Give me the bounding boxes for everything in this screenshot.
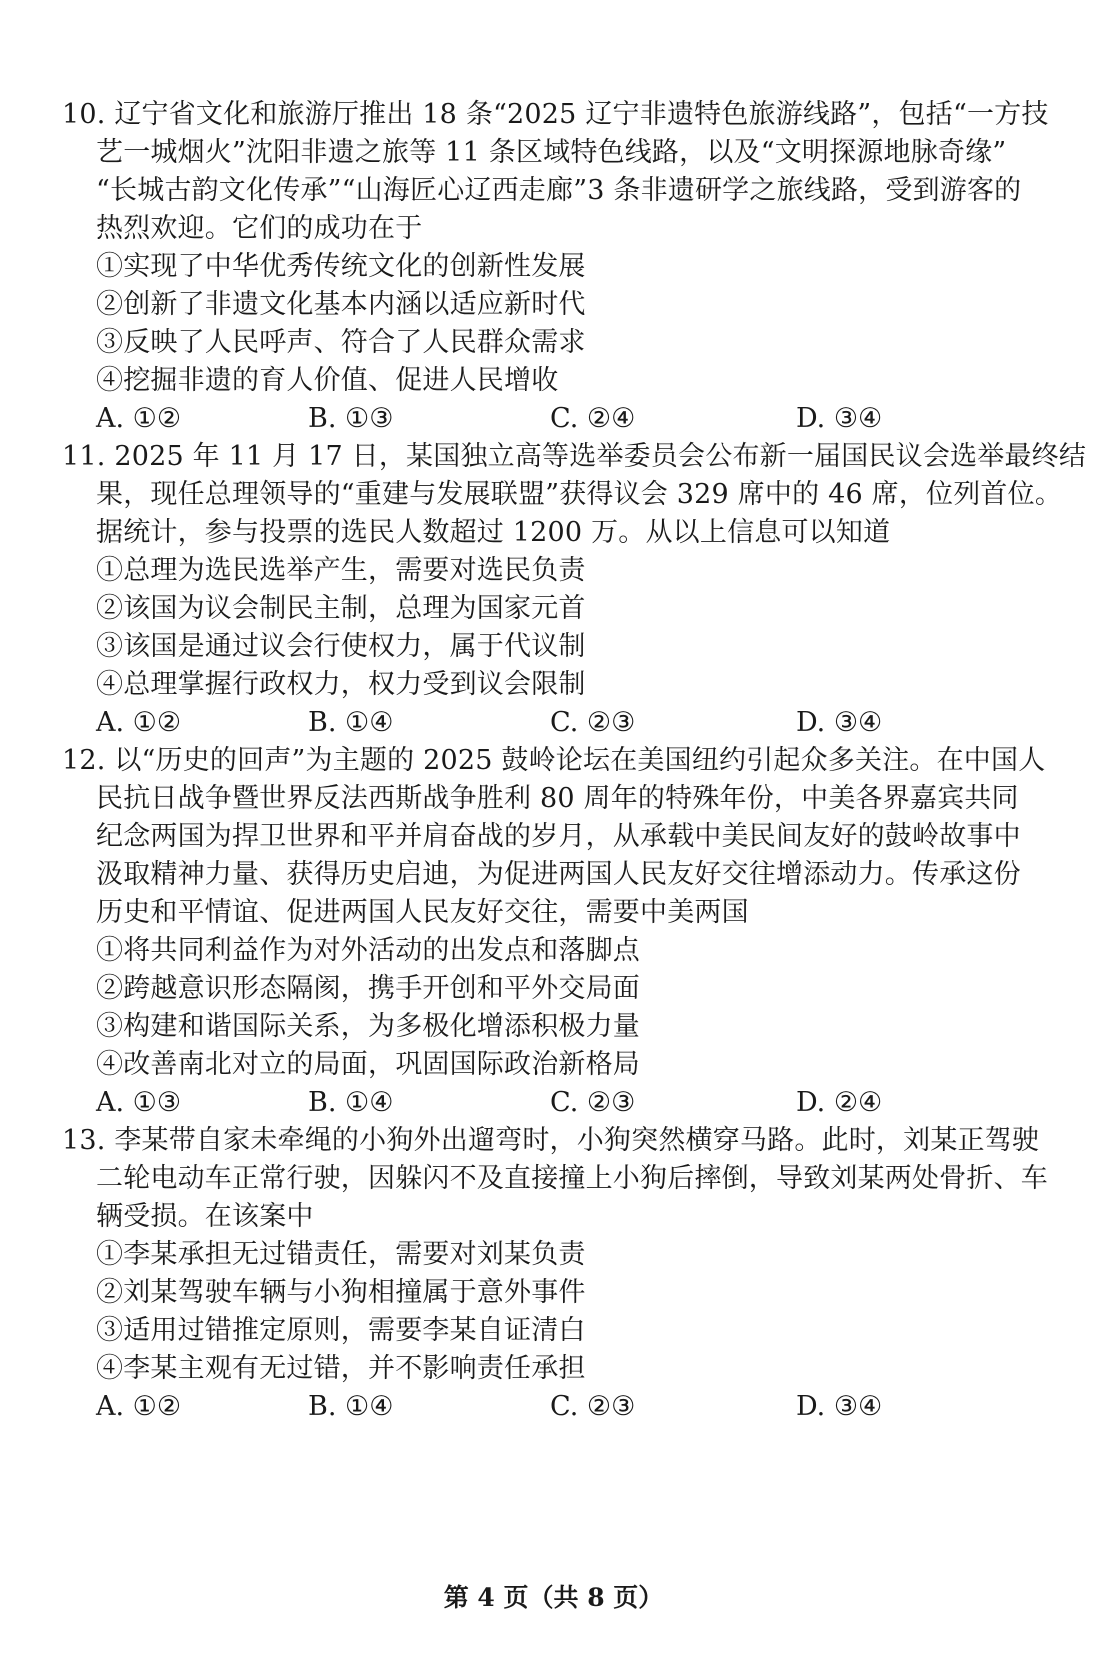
question-stem-line: 据统计，参与投票的选民人数超过 1200 万。从以上信息可以知道: [96, 517, 891, 548]
statement-option: ③适用过错推定原则，需要李某自证清白: [96, 1315, 586, 1346]
answer-choice-a: A. ①③: [96, 1087, 182, 1118]
statement-option: ②跨越意识形态隔阂，携手开创和平外交局面: [96, 973, 640, 1004]
question-stem-line: 历史和平情谊、促进两国人民友好交往，需要中美两国: [96, 897, 749, 928]
answer-choice-a: A. ①②: [96, 1391, 182, 1422]
statement-option: ①实现了中华优秀传统文化的创新性发展: [96, 251, 586, 282]
answer-choice-c: C. ②③: [550, 1087, 636, 1118]
question-stem-line: 13. 李某带自家未牵绳的小狗外出遛弯时，小狗突然横穿马路。此时，刘某正驾驶: [62, 1125, 1040, 1156]
question-stem-line: 汲取精神力量、获得历史启迪，为促进两国人民友好交往增添动力。传承这份: [96, 859, 1021, 890]
statement-option: ③反映了人民呼声、符合了人民群众需求: [96, 327, 586, 358]
answer-choice-b: B. ①③: [308, 403, 394, 434]
answer-choice-b: B. ①④: [308, 1087, 394, 1118]
statement-option: ②刘某驾驶车辆与小狗相撞属于意外事件: [96, 1277, 586, 1308]
question-stem-line: 艺一城烟火”沈阳非遗之旅等 11 条区域特色线路，以及“文明探源地脉奇缘”: [96, 137, 1007, 168]
question-stem-line: “长城古韵文化传承”“山海匠心辽西走廊”3 条非遗研学之旅线路，受到游客的: [96, 175, 1022, 206]
answer-choice-c: C. ②③: [550, 707, 636, 738]
answer-choice-a: A. ①②: [96, 707, 182, 738]
statement-option: ④总理掌握行政权力，权力受到议会限制: [96, 669, 586, 700]
question-stem-line: 热烈欢迎。它们的成功在于: [96, 213, 423, 244]
answer-choice-a: A. ①②: [96, 403, 182, 434]
question-stem-line: 纪念两国为捍卫世界和平并肩奋战的岁月，从承载中美民间友好的鼓岭故事中: [96, 821, 1021, 852]
statement-option: ②创新了非遗文化基本内涵以适应新时代: [96, 289, 586, 320]
answer-choice-d: D. ③④: [796, 403, 883, 434]
question-stem-line: 12. 以“历史的回声”为主题的 2025 鼓岭论坛在美国纽约引起众多关注。在中国人: [62, 745, 1046, 776]
answer-choice-d: D. ③④: [796, 707, 883, 738]
answer-choice-c: C. ②③: [550, 1391, 636, 1422]
statement-option: ④李某主观有无过错，并不影响责任承担: [96, 1353, 586, 1384]
statement-option: ②该国为议会制民主制，总理为国家元首: [96, 593, 586, 624]
answer-choice-c: C. ②④: [550, 403, 636, 434]
statement-option: ③构建和谐国际关系，为多极化增添积极力量: [96, 1011, 640, 1042]
answer-choice-b: B. ①④: [308, 707, 394, 738]
answer-choice-d: D. ③④: [796, 1391, 883, 1422]
statement-option: ①总理为选民选举产生，需要对选民负责: [96, 555, 586, 586]
statement-option: ④改善南北对立的局面，巩固国际政治新格局: [96, 1049, 640, 1080]
statement-option: ①将共同利益作为对外活动的出发点和落脚点: [96, 935, 640, 966]
question-stem-line: 11. 2025 年 11 月 17 日，某国独立高等选举委员会公布新一届国民议会选举最终结: [62, 441, 1087, 472]
statement-option: ③该国是通过议会行使权力，属于代议制: [96, 631, 586, 662]
page-number-footer: 第 4 页（共 8 页）: [443, 1583, 664, 1612]
answer-choice-b: B. ①④: [308, 1391, 394, 1422]
question-stem-line: 10. 辽宁省文化和旅游厅推出 18 条“2025 辽宁非遗特色旅游线路”，包括“一方技: [62, 99, 1049, 130]
question-stem-line: 二轮电动车正常行驶，因躲闪不及直接撞上小狗后摔倒，导致刘某两处骨折、车: [96, 1163, 1048, 1194]
statement-option: ①李某承担无过错责任，需要对刘某负责: [96, 1239, 586, 1270]
question-stem-line: 果，现任总理领导的“重建与发展联盟”获得议会 329 席中的 46 席，位列首位。: [96, 479, 1063, 510]
answer-choice-d: D. ②④: [796, 1087, 883, 1118]
statement-option: ④挖掘非遗的育人价值、促进人民增收: [96, 365, 559, 396]
question-stem-line: 民抗日战争暨世界反法西斯战争胜利 80 周年的特殊年份，中美各界嘉宾共同: [96, 783, 1019, 814]
question-stem-line: 辆受损。在该案中: [96, 1201, 314, 1232]
